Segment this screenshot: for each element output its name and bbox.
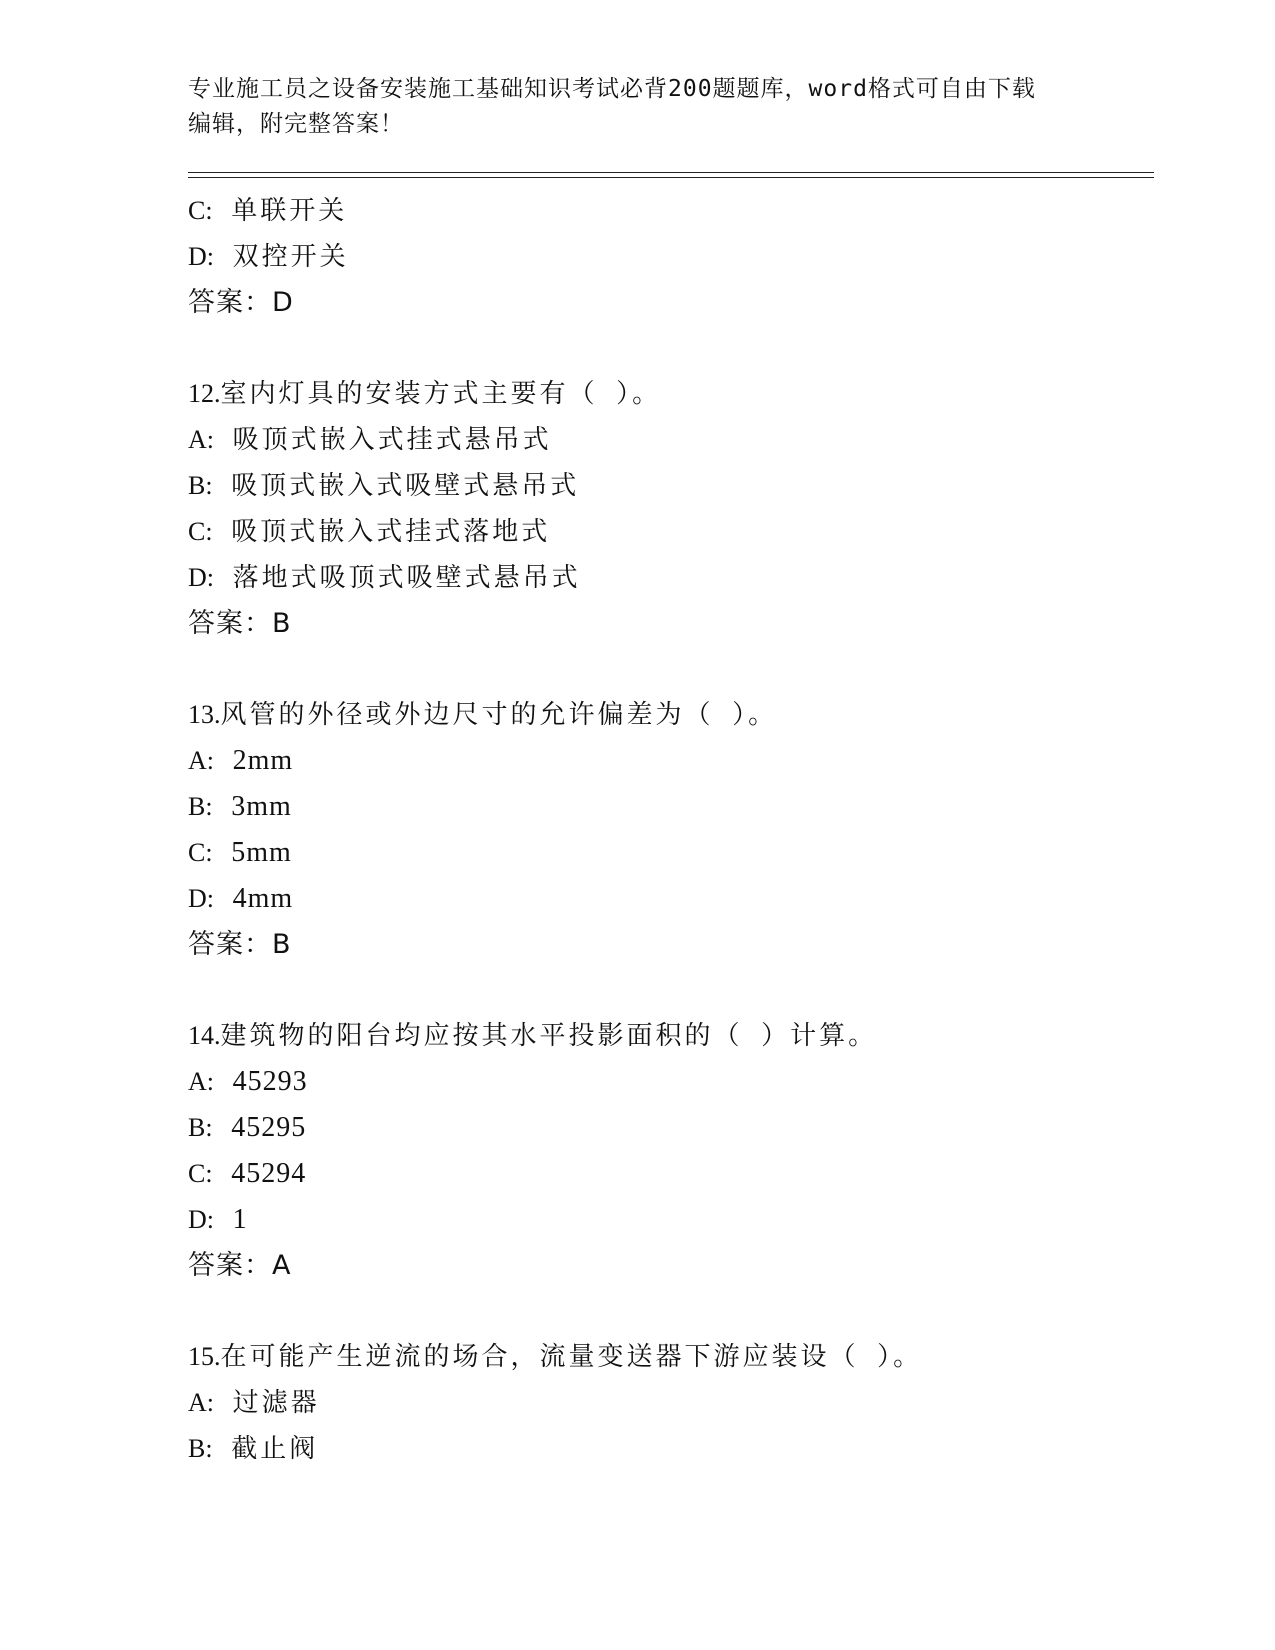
option-text: 过滤器 [232, 1388, 320, 1418]
document-title-line-2: 编辑，附完整答案！ [188, 111, 404, 137]
option-c [188, 1151, 1154, 1197]
question-number: 12. [188, 379, 221, 408]
option-text: 3mm [231, 791, 292, 822]
question-number: 14. [188, 1021, 221, 1050]
question-list [188, 188, 1154, 1472]
answer-line: 答案：D [188, 287, 294, 318]
question-number: 13. [188, 700, 221, 729]
question-text: 在可能产生逆流的场合，流量变送器下游应装设（ ）。 [220, 1342, 923, 1372]
option-b [188, 784, 1154, 830]
option-letter: B: [188, 471, 213, 500]
option-letter: B: [188, 1113, 213, 1142]
option-text: 45294 [231, 1158, 307, 1189]
option-d [188, 234, 1154, 280]
option-letter: D: [188, 884, 214, 913]
option-letter: D: [188, 563, 214, 592]
option-text: 45295 [231, 1112, 307, 1143]
option-a [188, 1059, 1154, 1105]
option-a [188, 1380, 1154, 1426]
question-stem [188, 1013, 1154, 1059]
question-text: 建筑物的阳台均应按其水平投影面积的（ ）计算。 [220, 1021, 878, 1051]
question-15 [188, 1334, 1154, 1472]
option-text: 落地式吸顶式吸壁式悬吊式 [232, 563, 581, 593]
option-letter: C: [188, 838, 213, 867]
option-d [188, 876, 1154, 922]
option-d [188, 1197, 1154, 1243]
question-stem [188, 1334, 1154, 1380]
option-text: 吸顶式嵌入式挂式落地式 [231, 517, 551, 547]
option-a [188, 738, 1154, 784]
option-c [188, 188, 1154, 234]
option-letter: C: [188, 517, 213, 546]
header-divider-bottom [188, 177, 1154, 178]
answer-line: 答案：B [188, 608, 292, 639]
option-b [188, 463, 1154, 509]
option-letter: A: [188, 746, 214, 775]
option-letter: B: [188, 792, 213, 821]
option-letter: D: [188, 242, 214, 271]
option-b [188, 1426, 1154, 1472]
option-text: 2mm [232, 745, 294, 776]
question-text: 室内灯具的安装方式主要有（ ）。 [220, 379, 662, 409]
question-12 [188, 371, 1154, 647]
answer-line: 答案：A [188, 1250, 292, 1281]
option-text: 5mm [231, 837, 292, 868]
option-letter: A: [188, 1067, 214, 1096]
question-14 [188, 1013, 1154, 1289]
option-c [188, 509, 1154, 555]
question-13 [188, 692, 1154, 968]
question-number: 15. [188, 1342, 221, 1371]
option-letter: A: [188, 1388, 214, 1417]
question-text: 风管的外径或外边尺寸的允许偏差为（ ）。 [220, 700, 778, 730]
option-text: 45293 [232, 1066, 308, 1097]
answer-line: 答案：B [188, 929, 292, 960]
header-divider-top [188, 172, 1154, 173]
option-text: 双控开关 [232, 242, 349, 272]
option-text: 4mm [232, 883, 294, 914]
option-a [188, 417, 1154, 463]
option-letter: C: [188, 1159, 213, 1188]
option-d [188, 555, 1154, 601]
option-b [188, 1105, 1154, 1151]
option-letter: B: [188, 1434, 213, 1463]
option-c [188, 830, 1154, 876]
option-text: 1 [232, 1204, 248, 1235]
option-text: 吸顶式嵌入式吸壁式悬吊式 [231, 471, 580, 501]
option-text: 截止阀 [231, 1434, 319, 1464]
option-text: 吸顶式嵌入式挂式悬吊式 [232, 425, 552, 455]
option-letter: D: [188, 1205, 214, 1234]
option-letter: C: [188, 196, 213, 225]
document-title [188, 72, 1088, 142]
question-11-tail [188, 188, 1154, 326]
option-letter: A: [188, 425, 214, 454]
question-stem [188, 692, 1154, 738]
document-title-line-1: 专业施工员之设备安装施工基础知识考试必背200题题库，word格式可自由下载 [188, 76, 1036, 102]
question-stem [188, 371, 1154, 417]
option-text: 单联开关 [231, 196, 348, 226]
